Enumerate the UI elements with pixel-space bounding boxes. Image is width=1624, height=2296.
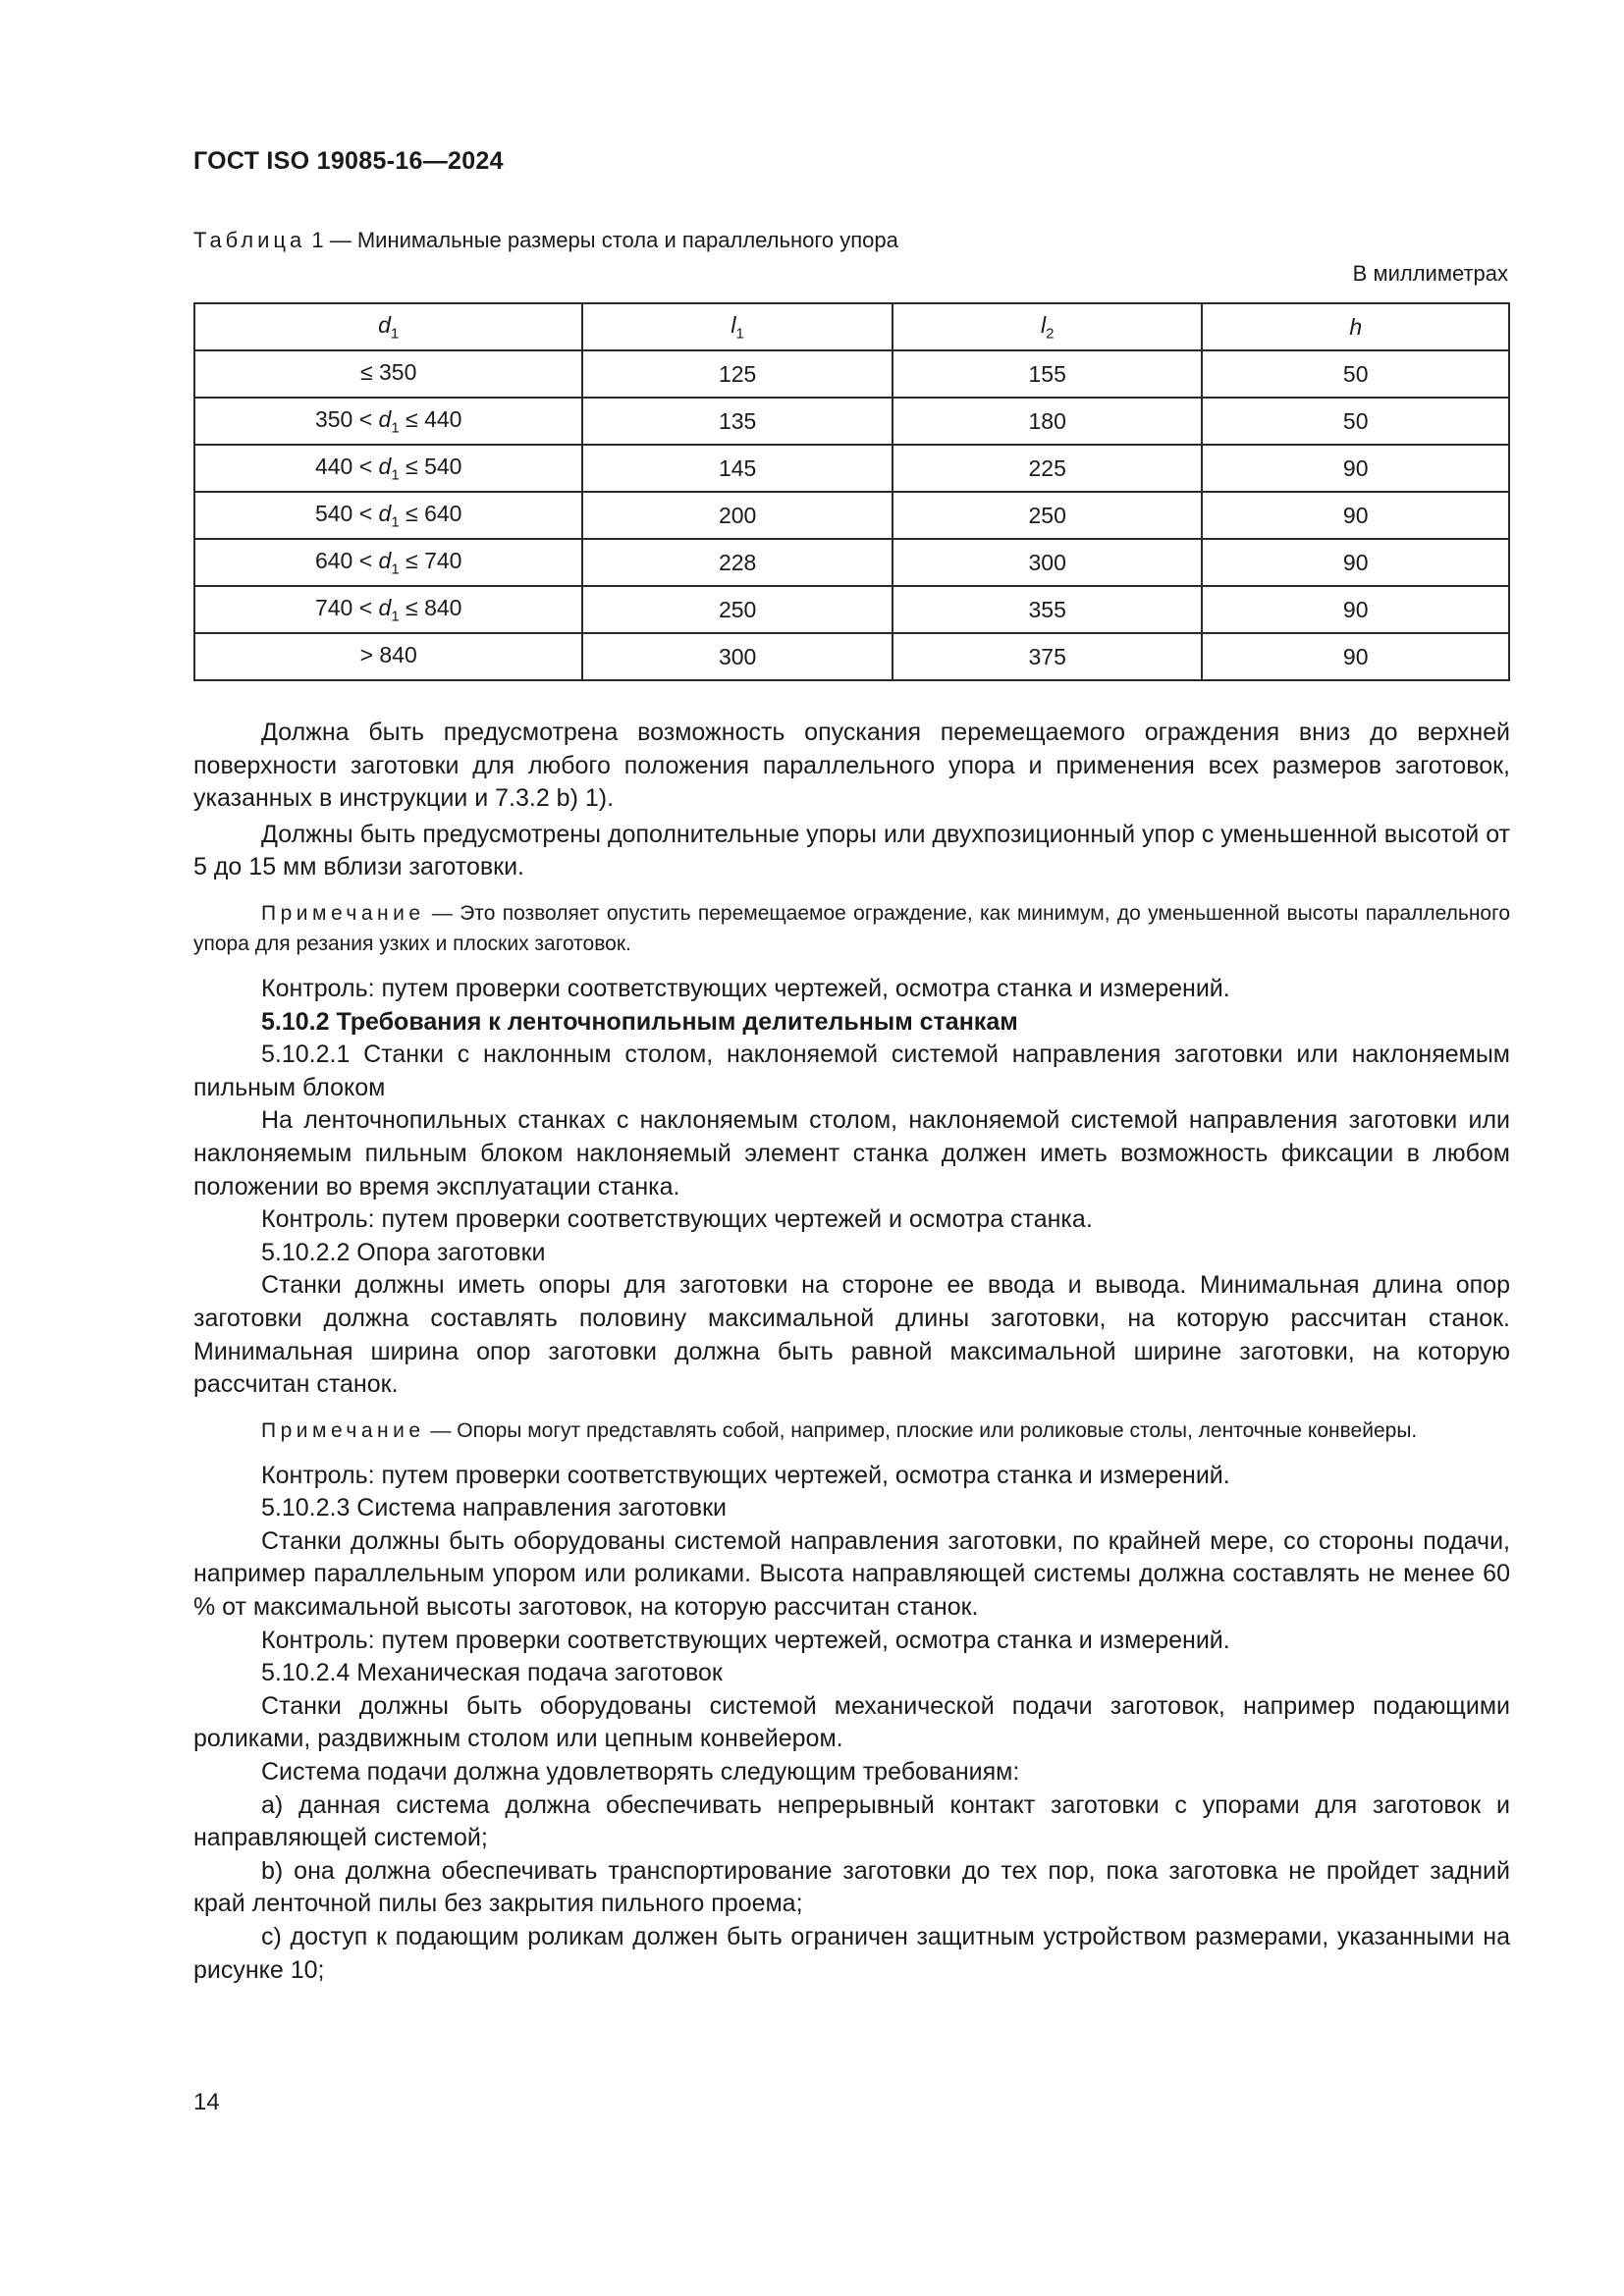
document-code: ГОСТ ISO 19085-16—2024 bbox=[193, 147, 504, 175]
paragraph: Контроль: путем проверки соответствующих чертежей, осмотра станка и измерений. bbox=[261, 974, 1230, 1002]
cell-d1-range: ≤ 350 bbox=[194, 350, 582, 398]
cell-l2: 225 bbox=[893, 445, 1203, 492]
table-row bbox=[194, 539, 1509, 586]
cell-l2: 300 bbox=[893, 539, 1203, 586]
table-header-row bbox=[194, 303, 1509, 350]
paragraph: На ленточнопильных станках с наклоняемым столом, наклоняемой системой направления заготовки или наклоняемым пильным блоком наклоняемый элемент станка должен иметь возможность фиксации в любом положении во время эксплуатации станка. bbox=[193, 1106, 1510, 1201]
note-text: — Это позволяет опустить перемещаемое ограждение, как минимум, до уменьшенной высоты параллельного упора для резания узких и плоских заготовок. bbox=[193, 901, 1510, 955]
paragraph: Станки должны иметь опоры для заготовки на стороне ее ввода и вывода. Минимальная длина опор заготовки должна составлять половину максимальной длины заготовки, на которую рассчитан станок. Минимальная ширина опор заготовки должна быть равной максимальной ширине заготовки, на которую рассчитан станок. bbox=[193, 1271, 1510, 1399]
note-label: Примечание bbox=[261, 1418, 425, 1442]
cell-h: 90 bbox=[1202, 633, 1509, 680]
subsection-heading: 5.10.2.2 Опора заготовки bbox=[261, 1238, 546, 1266]
paragraph: Контроль: путем проверки соответствующих чертежей, осмотра станка и измерений. bbox=[261, 1461, 1230, 1489]
table-caption-text: 1 — Минимальные размеры стола и параллельного упора bbox=[305, 228, 898, 252]
cell-d1-range: $540 < d_1 \le 640$ bbox=[194, 492, 582, 539]
note bbox=[193, 1415, 1510, 1446]
cell-l1: 250 bbox=[582, 586, 893, 633]
table-row bbox=[194, 398, 1509, 445]
table-row bbox=[194, 586, 1509, 633]
paragraph: Должны быть предусмотрены дополнительные упоры или двухпозиционный упор с уменьшенной высотой от 5 до 15 мм вблизи заготовки. bbox=[193, 820, 1510, 881]
cell-l1: 300 bbox=[582, 633, 893, 680]
note-label: Примечание bbox=[261, 901, 425, 925]
paragraph: Контроль: путем проверки соответствующих чертежей, осмотра станка и измерений. bbox=[261, 1626, 1230, 1654]
header-d1: $d_1$ bbox=[194, 303, 582, 350]
table-row bbox=[194, 633, 1509, 680]
list-item: b) она должна обеспечивать транспортирование заготовки до тех пор, пока заготовка не пройдет задний край ленточной пилы без закрытия пильного проема; bbox=[193, 1856, 1510, 1918]
cell-d1-range: > 840 bbox=[194, 633, 582, 680]
table-row bbox=[194, 492, 1509, 539]
cell-h: 90 bbox=[1202, 586, 1509, 633]
cell-l1: 135 bbox=[582, 398, 893, 445]
cell-l1: 228 bbox=[582, 539, 893, 586]
cell-l1: 200 bbox=[582, 492, 893, 539]
cell-d1-range: $350 < d_1 \le 440$ bbox=[194, 398, 582, 445]
cell-h: 50 bbox=[1202, 350, 1509, 398]
cell-l2: 250 bbox=[893, 492, 1203, 539]
paragraph: Станки должны быть оборудованы системой направления заготовки, по крайней мере, со стороны подачи, например параллельным упором или роликами. Высота направляющей системы должна составлять не менее 60 % от максимальной высоты заготовок, на которую рассчитан станок. bbox=[193, 1526, 1510, 1622]
table-row bbox=[194, 445, 1509, 492]
page-number: 14 bbox=[193, 2089, 220, 2115]
cell-l1: 125 bbox=[582, 350, 893, 398]
cell-l2: 375 bbox=[893, 633, 1203, 680]
section-heading: 5.10.2 Требования к ленточнопильным делительным станкам bbox=[261, 1007, 1018, 1036]
cell-h: 90 bbox=[1202, 539, 1509, 586]
list-item: c) доступ к подающим роликам должен быть ограничен защитным устройством размерами, указанными на рисунке 10; bbox=[193, 1923, 1510, 1984]
header-l1: $l_1$ bbox=[582, 303, 893, 350]
dimensions-table bbox=[193, 302, 1510, 681]
cell-h: 90 bbox=[1202, 445, 1509, 492]
header-h: h bbox=[1202, 303, 1509, 350]
note-text: — Опоры могут представлять собой, например, плоские или роликовые столы, ленточные конвейеры. bbox=[424, 1418, 1418, 1442]
paragraph: Контроль: путем проверки соответствующих чертежей и осмотра станка. bbox=[261, 1205, 1093, 1234]
subsection-heading: 5.10.2.4 Механическая подача заготовок bbox=[261, 1659, 723, 1687]
cell-h: 50 bbox=[1202, 398, 1509, 445]
cell-l2: 180 bbox=[893, 398, 1203, 445]
subsection-heading: 5.10.2.1 Станки с наклонным столом, наклоняемой системой направления заготовки или наклоняемым пильным блоком bbox=[193, 1041, 1510, 1101]
cell-l2: 155 bbox=[893, 350, 1203, 398]
cell-h: 90 bbox=[1202, 492, 1509, 539]
list-item: a) данная система должна обеспечивать непрерывный контакт заготовки с упорами для заготовок и направляющей системой; bbox=[193, 1790, 1510, 1852]
paragraph: Должна быть предусмотрена возможность опускания перемещаемого ограждения вниз до верхней поверхности заготовки для любого положения параллельного упора и применения всех размеров заготовок, указанных в инструкции и 7.3.2 b) 1). bbox=[193, 719, 1510, 813]
table-row bbox=[194, 350, 1509, 398]
cell-d1-range: $740 < d_1 \le 840$ bbox=[194, 586, 582, 633]
table-caption-prefix: Таблица bbox=[193, 228, 306, 252]
note bbox=[193, 898, 1510, 959]
cell-d1-range: $640 < d_1 \le 740$ bbox=[194, 539, 582, 586]
cell-l2: 355 bbox=[893, 586, 1203, 633]
paragraph: Станки должны быть оборудованы системой механической подачи заготовок, например подающими роликами, раздвижным столом или цепным конвейером. bbox=[193, 1691, 1510, 1753]
header-l2: $l_2$ bbox=[893, 303, 1203, 350]
table-caption bbox=[193, 228, 898, 253]
cell-d1-range: $440 < d_1 \le 540$ bbox=[194, 445, 582, 492]
body-text bbox=[193, 717, 1510, 1987]
cell-l1: 145 bbox=[582, 445, 893, 492]
paragraph: Система подачи должна удовлетворять следующим требованиям: bbox=[261, 1758, 1020, 1787]
subsection-heading: 5.10.2.3 Система направления заготовки bbox=[261, 1494, 727, 1522]
table-units: В миллиметрах bbox=[1352, 261, 1508, 286]
